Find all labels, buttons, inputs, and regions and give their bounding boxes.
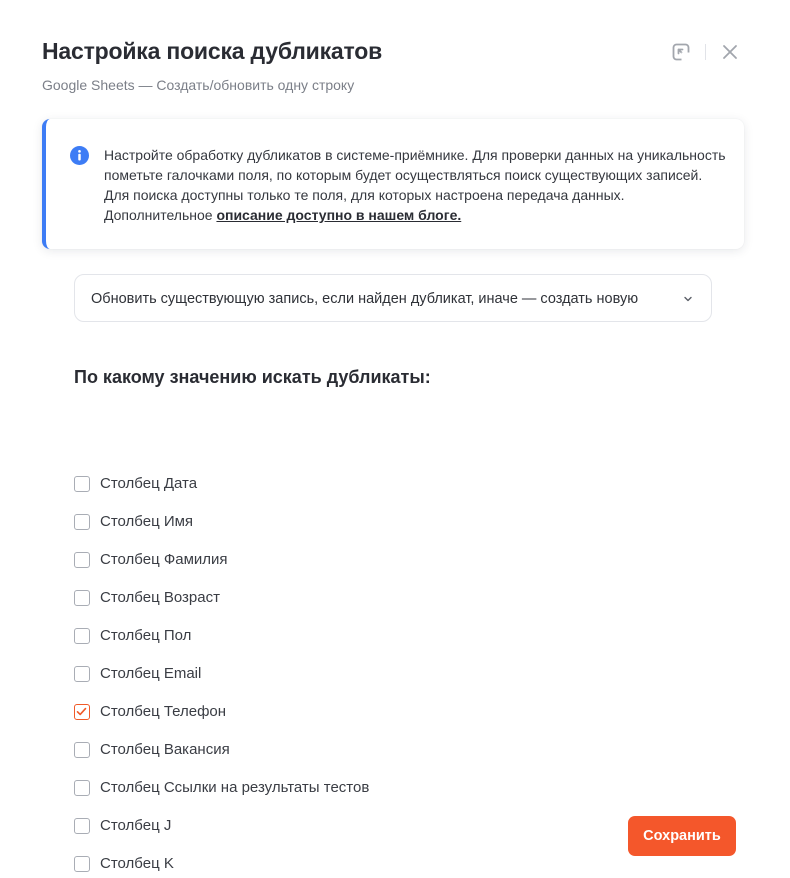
- field-checkbox-label: Столбец K: [100, 855, 174, 872]
- field-checkbox-label: Столбец Вакансия: [100, 741, 230, 758]
- close-button[interactable]: [718, 40, 742, 64]
- field-checkbox-item[interactable]: [74, 854, 369, 878]
- field-checkbox-label: Столбец Телефон: [100, 703, 227, 720]
- info-body: Настройте обработку дубликатов в системе-приёмнике. Для проверки данных на уникальность пометьте галочками поля, по которым будет осуществляться поиск существующих записей. Для поиска доступны только те поля, для которых настроена передача данных. Дополнительное: [104, 147, 726, 223]
- checkbox-checked[interactable]: [74, 704, 90, 720]
- field-checkbox-item[interactable]: [74, 588, 369, 626]
- field-checkbox-item[interactable]: [74, 474, 369, 512]
- field-checkbox-label: Столбец Дата: [100, 475, 198, 492]
- field-checkbox-item[interactable]: [74, 664, 369, 702]
- open-in-new-window-icon: [672, 43, 690, 61]
- save-button[interactable]: Сохранить: [628, 816, 736, 856]
- checkbox[interactable]: [74, 476, 90, 492]
- field-checkbox-label: Столбец Ссылки на результаты тестов: [100, 779, 370, 796]
- checkbox[interactable]: [74, 780, 90, 796]
- open-in-new-window-button[interactable]: [669, 40, 693, 64]
- blog-link[interactable]: описание доступно в нашем блоге.: [216, 207, 462, 223]
- header-actions: [669, 40, 742, 64]
- chevron-down-icon: [683, 294, 693, 304]
- checkbox[interactable]: [74, 590, 90, 606]
- duplicate-mode-value: Обновить существующую запись, если найден дубликат, иначе — создать новую: [91, 291, 639, 307]
- info-banner: [42, 119, 744, 249]
- checkmark-icon: [76, 706, 87, 717]
- checkbox[interactable]: [74, 818, 90, 834]
- field-checkbox-label: Столбец Имя: [100, 513, 194, 530]
- close-icon: [722, 44, 738, 60]
- field-checkbox-label: Столбец J: [100, 817, 172, 834]
- field-checkbox-item[interactable]: [74, 626, 369, 664]
- checkbox[interactable]: [74, 552, 90, 568]
- field-checkbox-item[interactable]: [74, 816, 369, 854]
- dialog-title: Настройка поиска дубликатов: [42, 38, 383, 64]
- field-checkbox-item[interactable]: [74, 550, 369, 588]
- checkbox[interactable]: [74, 742, 90, 758]
- checkbox[interactable]: [74, 856, 90, 872]
- info-icon: [70, 146, 89, 165]
- dialog-header: [42, 36, 750, 95]
- field-checkbox-item[interactable]: [74, 778, 369, 816]
- field-checkbox-item[interactable]: [74, 702, 369, 740]
- field-checklist: [74, 474, 369, 878]
- field-checkbox-label: Столбец Возраст: [100, 589, 220, 606]
- header-divider: [705, 44, 706, 60]
- checkbox[interactable]: [74, 514, 90, 530]
- field-checkbox-label: Столбец Email: [100, 665, 202, 682]
- field-checkbox-label: Столбец Фамилия: [100, 551, 228, 568]
- fields-section-title: По какому значению искать дубликаты:: [74, 367, 431, 387]
- field-checkbox-label: Столбец Пол: [100, 627, 192, 644]
- field-checkbox-item[interactable]: [74, 512, 369, 550]
- info-text: [104, 145, 728, 225]
- checkbox[interactable]: [74, 628, 90, 644]
- dialog-subtitle: Google Sheets — Создать/обновить одну строку: [42, 77, 355, 93]
- duplicate-mode-select[interactable]: [74, 274, 712, 322]
- checkbox[interactable]: [74, 666, 90, 682]
- field-checkbox-item[interactable]: [74, 740, 369, 778]
